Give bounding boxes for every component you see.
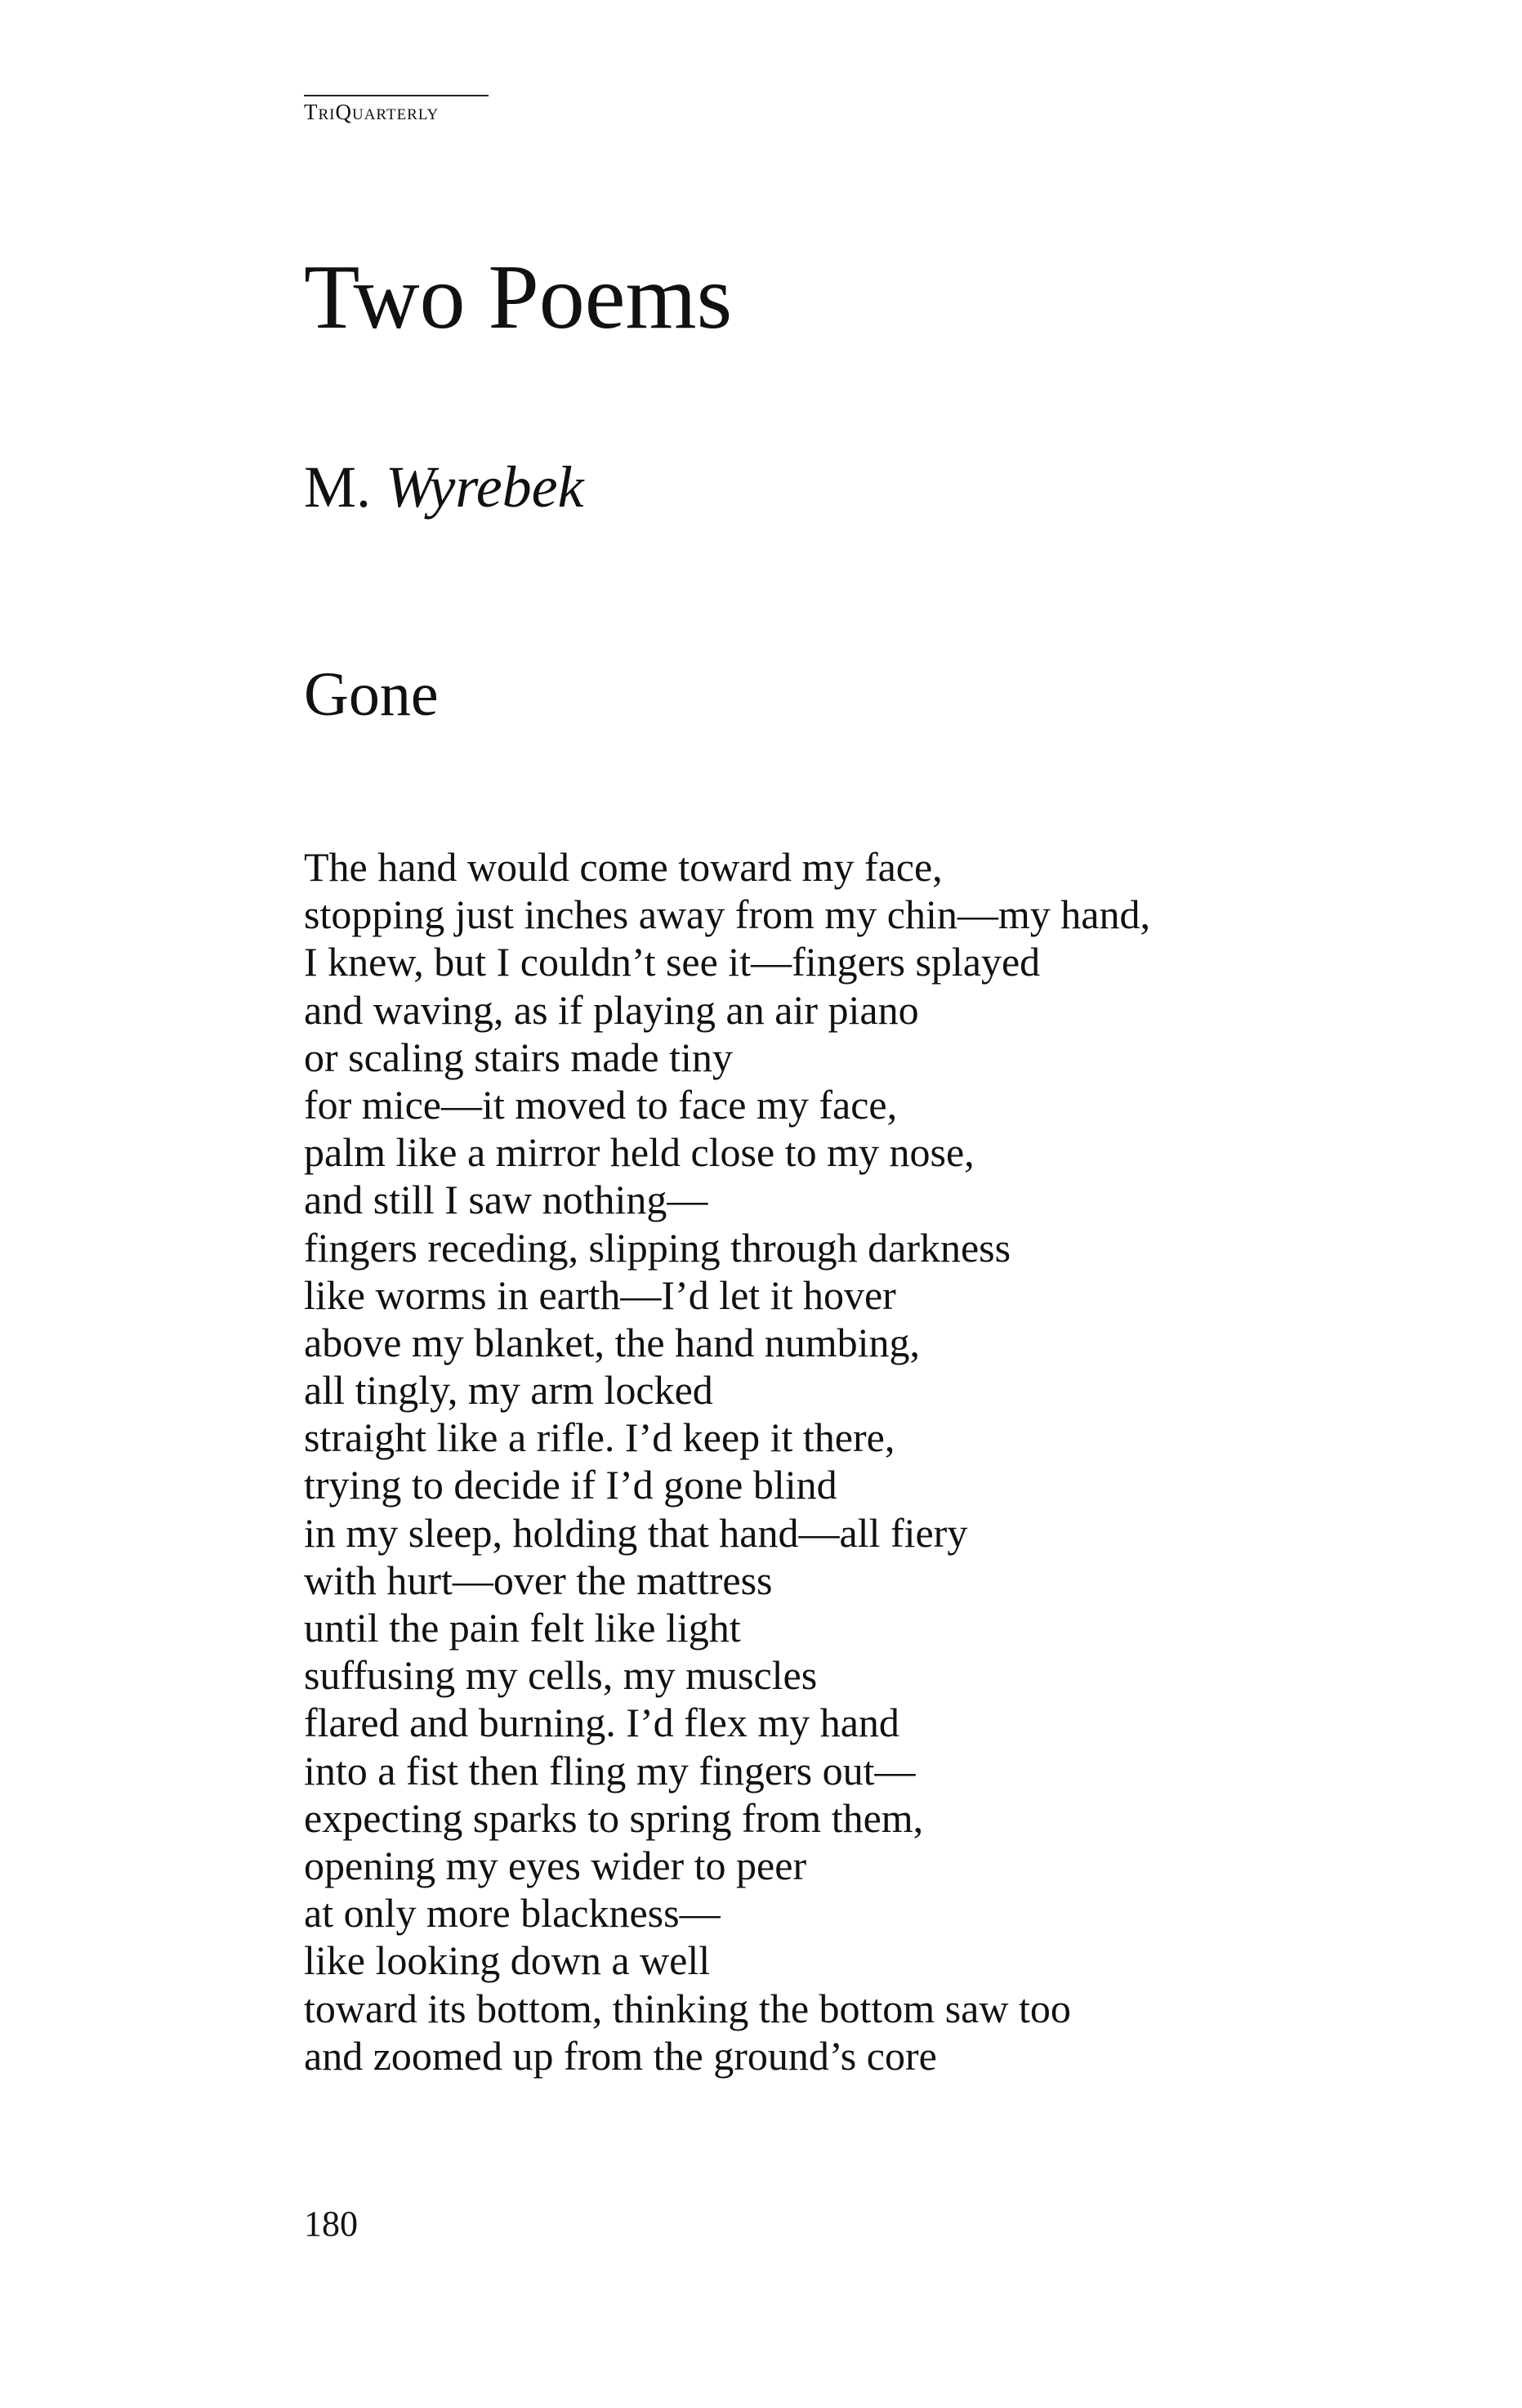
- poem-line: expecting sparks to spring from them,: [304, 1794, 924, 1841]
- poem-line: like looking down a well: [304, 1937, 711, 1984]
- running-head: TriQuarterly: [304, 100, 440, 124]
- poem-line: straight like a rifle. I’d keep it there,: [304, 1414, 895, 1461]
- poem-line: for mice—it moved to face my face,: [304, 1081, 898, 1128]
- page-number: 180: [304, 2204, 358, 2244]
- poem-line: palm like a mirror held close to my nose,: [304, 1129, 975, 1176]
- poem-line: until the pain felt like light: [304, 1605, 741, 1651]
- page-title: Two Poems: [304, 247, 733, 348]
- poem-line: I knew, but I couldn’t see it—fingers splayed: [304, 939, 1041, 985]
- poem-line: above my blanket, the hand numbing,: [304, 1319, 921, 1365]
- poem-title: Gone: [304, 660, 439, 729]
- poem-line: flared and burning. I’d flex my hand: [304, 1700, 899, 1746]
- poem-line: stopping just inches away from my chin—my hand,: [304, 891, 1150, 938]
- poem-line: opening my eyes wider to peer: [304, 1842, 807, 1888]
- poem-line: trying to decide if I’d gone blind: [304, 1462, 837, 1508]
- poem-line: all tingly, my arm locked: [304, 1367, 713, 1414]
- poem-line: and zoomed up from the ground’s core: [304, 2032, 937, 2079]
- header-rule: [304, 95, 489, 96]
- poem-line: suffusing my cells, my muscles: [304, 1652, 818, 1699]
- author-surname: Wyrebek: [386, 454, 584, 520]
- poem-line: or scaling stairs made tiny: [304, 1034, 733, 1080]
- poem-line: fingers receding, slipping through darkness: [304, 1224, 1011, 1271]
- poem-line: The hand would come toward my face,: [304, 844, 943, 890]
- poem-line: like worms in earth—I’d let it hover: [304, 1271, 896, 1318]
- poem-line: toward its bottom, thinking the bottom saw too: [304, 1985, 1071, 2031]
- author-initial: M.: [304, 454, 372, 520]
- poem-line: with hurt—over the mattress: [304, 1557, 773, 1603]
- author-byline: [304, 454, 584, 520]
- poem-body: [304, 843, 1464, 2080]
- poem-line: at only more blackness—: [304, 1890, 721, 1937]
- poem-line: in my sleep, holding that hand—all fiery: [304, 1509, 968, 1556]
- poem-line: and waving, as if playing an air piano: [304, 986, 919, 1033]
- poem-line: and still I saw nothing—: [304, 1177, 708, 1223]
- poem-line: into a fist then fling my fingers out—: [304, 1747, 916, 1794]
